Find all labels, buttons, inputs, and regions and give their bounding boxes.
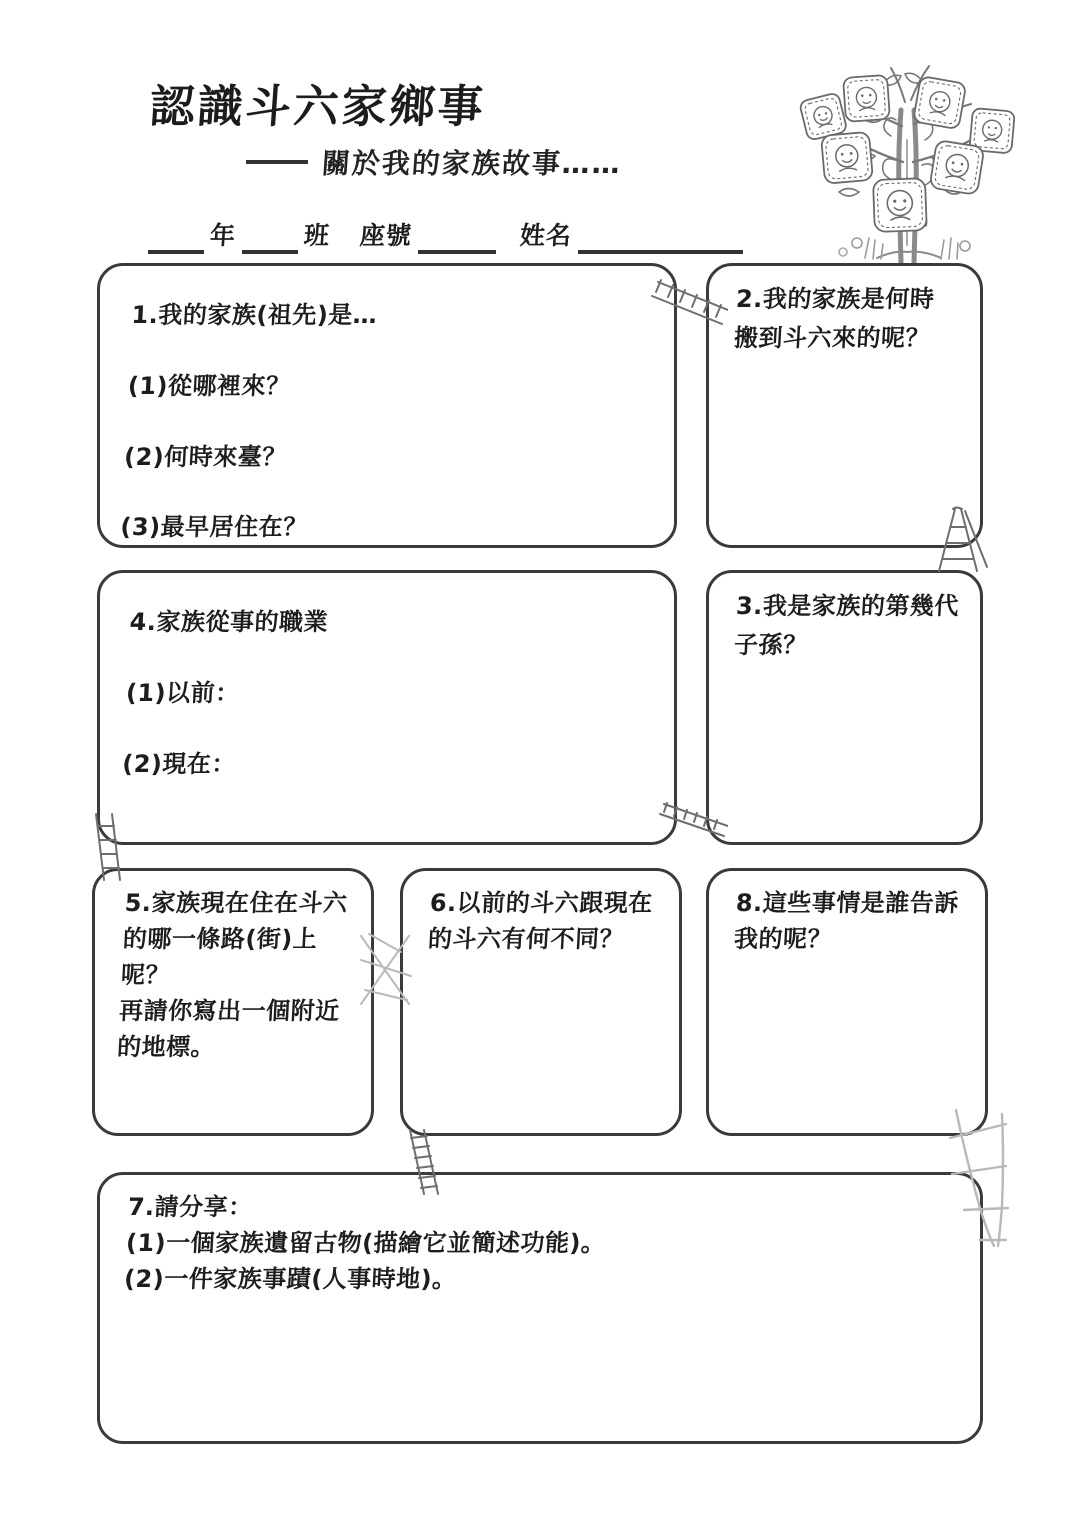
class-input[interactable] [242,226,298,254]
rope-ladder-icon [940,1108,1036,1248]
question-box-6[interactable] [400,868,682,1136]
page-subtitle: 關於我的家族故事…… [320,147,624,180]
question-7-text: 7.請分享： (1)一個家族遺留古物(描繪它並簡述功能)。 (2)一件家族事蹟(人事時地)。 [123,1193,607,1293]
seat-input[interactable] [418,226,496,254]
seat-label: 座號 [358,221,414,250]
straight-ladder-icon [658,800,728,848]
question-box-7[interactable] [97,1172,983,1444]
question-box-5[interactable] [92,868,374,1136]
class-label: 班 [302,221,332,250]
year-input[interactable] [148,226,204,254]
identity-line [148,216,743,254]
page-title: 認識斗六家鄉事 [147,80,488,133]
question-box-3[interactable] [706,570,983,845]
question-8-text: 8.這些事情是誰告訴 我的呢？ [733,889,960,953]
question-box-8[interactable] [706,868,988,1136]
straight-ladder-icon [355,930,417,1010]
year-label: 年 [208,221,237,250]
family-tree-illustration [795,40,1020,265]
worksheet-header [0,0,1080,265]
question-2-text: 2.我的家族是何時 搬到斗六來的呢？ [733,285,936,352]
straight-ladder-icon [86,812,134,882]
name-label: 姓名 [518,221,574,250]
question-5-text: 5.家族現在住在斗六 的哪一條路(街)上呢？ 再請你寫出一個附近 的地標。 [116,889,349,1061]
subtitle-row [246,142,622,182]
question-box-1[interactable] [97,263,677,548]
question-4-text: 4.家族從事的職業 (1)以前： (2)現在： [121,608,329,778]
question-1-text: 1.我的家族(祖先)是… (1)從哪裡來？ (2)何時來臺？ (3)最早居住在？ [119,301,379,542]
question-box-4[interactable] [97,570,677,845]
subtitle-dash-icon [246,160,308,164]
question-6-text: 6.以前的斗六跟現在 的斗六有何不同？ [427,889,654,953]
straight-ladder-icon [648,276,728,338]
step-ladder-icon [925,505,995,575]
straight-ladder-icon [390,1128,460,1198]
name-input[interactable] [578,226,743,254]
question-3-text: 3.我是家族的第幾代 子孫？ [733,592,960,659]
